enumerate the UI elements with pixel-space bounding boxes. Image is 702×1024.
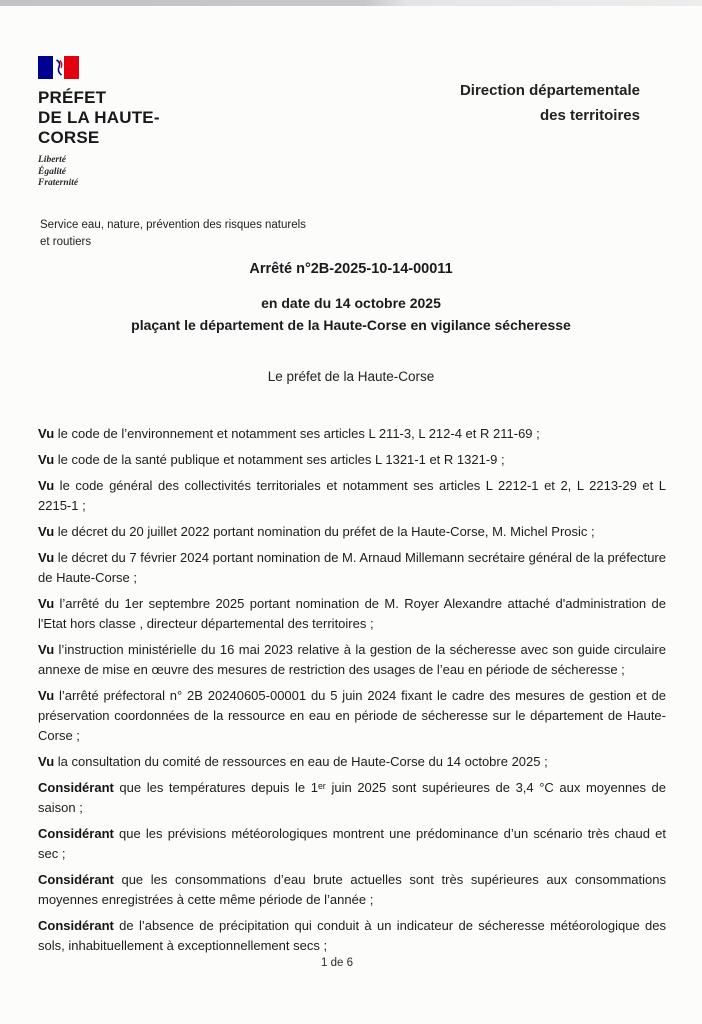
decree-number: Arrêté n°2B-2025-10-14-00011 — [249, 261, 453, 277]
body-paragraph — [38, 522, 666, 542]
paragraph-text: l’arrêté du 1er septembre 2025 portant nomination de M. Royer Alexandre attaché d'administration de l'Etat hors classe , directeur départemental des territoires ; — [38, 596, 666, 631]
body-paragraph — [38, 476, 666, 516]
paragraph-text: l’instruction ministérielle du 16 mai 2023 relative à la gestion de la sécheresse avec son guide circulaire annexe de mise en œuvre des mesures de restriction des usages de l’eau en période de sécheresse ; — [38, 642, 666, 677]
motto-egalite: Égalité — [38, 166, 66, 177]
paragraph-text: de l’absence de précipitation qui conduit à un indicateur de sécheresse météorologique des sols, inhabituellement à exceptionnellement secs ; — [38, 918, 666, 953]
body-paragraph — [38, 640, 666, 680]
paragraph-lead: Vu — [38, 478, 55, 493]
prefecture-logo — [38, 56, 160, 190]
paragraph-text: le décret du 20 juillet 2022 portant nomination du préfet de la Haute-Corse, M. Michel Prosic ; — [54, 524, 595, 539]
paragraph-lead: Vu — [38, 550, 55, 565]
paragraph-text: le décret du 7 février 2024 portant nomination de M. Arnaud Millemann secrétaire général de la préfecture de Haute-Corse ; — [38, 550, 666, 585]
prefect-line-1: PRÉFET — [38, 88, 107, 107]
paragraph-text: que les températures depuis le 1ᵉʳ juin 2025 sont supérieures de 3,4 °C aux moyennes de saison ; — [38, 780, 666, 815]
body-paragraph — [38, 450, 666, 470]
paragraph-lead: Vu — [38, 642, 55, 657]
paragraph-lead: Considérant — [38, 826, 114, 841]
paragraph-lead: Vu — [38, 754, 55, 769]
body-paragraph — [38, 778, 666, 818]
prefect-line-3: CORSE — [38, 128, 100, 147]
scan-artifact-strip — [0, 0, 702, 6]
service-line-1: Service eau, nature, prévention des risques naturels — [40, 219, 306, 231]
paragraph-lead: Considérant — [38, 872, 114, 887]
body-paragraph — [38, 548, 666, 588]
body-paragraph — [38, 870, 666, 910]
decree-title-block — [0, 261, 702, 335]
motto-liberte: Liberté — [38, 155, 66, 165]
service-name — [40, 217, 306, 251]
paragraph-lead: Vu — [38, 426, 55, 441]
prefect-line-2: DE LA HAUTE- — [38, 108, 160, 127]
paragraph-lead: Vu — [38, 524, 55, 539]
direction-line-1: Direction départementale — [459, 82, 640, 99]
paragraph-text: le code de la santé publique et notamment ses articles L 1321-1 et R 1321-9 ; — [54, 452, 505, 467]
paragraph-text: la consultation du comité de ressources en eau de Haute-Corse du 14 octobre 2025 ; — [54, 754, 548, 769]
paragraph-lead: Considérant — [38, 918, 114, 933]
prefect-title — [38, 88, 160, 148]
decree-author: Le préfet de la Haute-Corse — [267, 369, 435, 384]
paragraph-lead: Considérant — [38, 780, 114, 795]
paragraph-text: que les consommations d’eau brute actuelles sont très supérieures aux consommations moyennes enregistrées à cette même période de l’année ; — [38, 872, 666, 907]
body-paragraph — [38, 424, 666, 444]
decree-subject: plaçant le département de la Haute-Corse en vigilance sécheresse — [131, 317, 571, 333]
decree-date: en date du 14 octobre 2025 — [261, 295, 441, 311]
body-paragraph — [38, 752, 666, 772]
page-number: 1 de 6 — [321, 957, 353, 969]
paragraph-text: le code de l’environnement et notamment ses articles L 211-3, L 212-4 et R 211-69 ; — [54, 426, 540, 441]
body-paragraph — [38, 594, 666, 634]
republic-motto — [38, 155, 160, 190]
direction-line-2: des territoires — [539, 107, 640, 124]
paragraph-text: que les prévisions météorologiques montrent une prédominance d’un scénario très chaud et sec ; — [38, 826, 666, 861]
paragraph-text: l’arrêté préfectoral n° 2B 20240605-00001 du 5 juin 2024 fixant le cadre des mesures de gestion et de préservation coordonnées de la ressource en eau en période de sécheresse sur le département de Haute-Corse ; — [38, 688, 666, 743]
paragraph-lead: Vu — [38, 688, 55, 703]
body-paragraph — [38, 686, 666, 746]
decree-body — [38, 424, 666, 962]
paragraph-lead: Vu — [38, 596, 55, 611]
body-paragraph — [38, 824, 666, 864]
direction-header — [460, 78, 640, 128]
service-line-2: et routiers — [40, 236, 92, 248]
motto-fraternite: Fraternité — [38, 178, 79, 188]
paragraph-lead: Vu — [38, 452, 55, 467]
french-flag-icon — [38, 56, 80, 81]
body-paragraph — [38, 916, 666, 956]
paragraph-text: le code général des collectivités territoriales et notamment ses articles L 2212-1 et 2, L 2213-29 et L 2215-1 ; — [38, 478, 666, 513]
